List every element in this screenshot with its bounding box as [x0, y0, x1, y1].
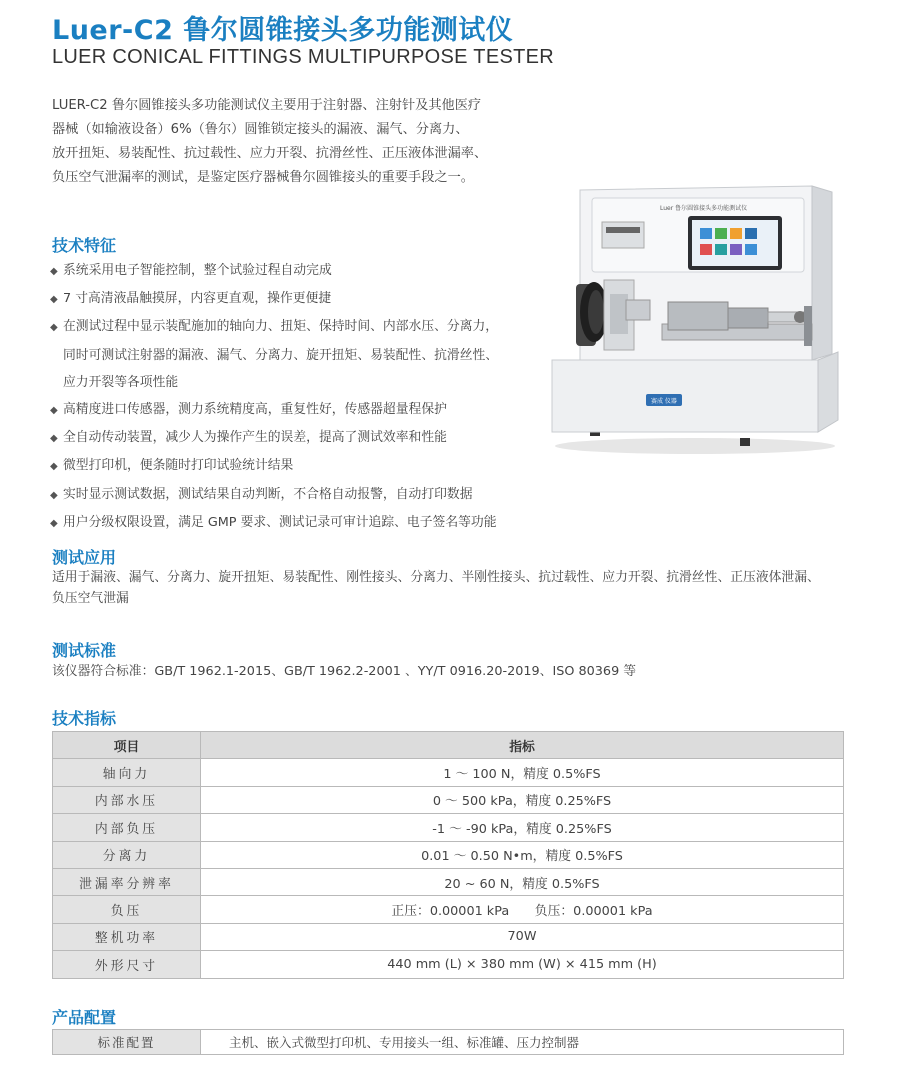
feature-text: 实时显示测试数据，测试结果自动判断，不合格自动报警，自动打印数据	[63, 486, 473, 502]
diamond-bullet-icon: ◆	[50, 461, 58, 473]
list-item	[50, 285, 550, 313]
features-title: 技术特征	[52, 236, 117, 255]
feature-text-cont: 同时可测试注射器的漏液、漏气、分离力、旋开扭矩、易装配性、抗滑丝性、	[63, 347, 499, 363]
table-header-row	[53, 732, 844, 759]
feature-text: 高精度进口传感器，测力系统精度高，重复性好，传感器超量程保护	[63, 402, 447, 418]
title-en: LUER CONICAL FITTINGS MULTIPURPOSE TESTER	[52, 46, 554, 68]
spec-item: 负压	[53, 896, 201, 923]
config-table	[52, 1029, 844, 1055]
table-row	[53, 923, 844, 950]
standard-title: 测试标准	[52, 641, 117, 660]
feature-text-cont: 应力开裂等各项性能	[63, 374, 179, 390]
spec-item: 内部水压	[53, 786, 201, 813]
list-item	[50, 396, 550, 424]
spec-item: 外形尺寸	[53, 951, 201, 978]
spec-item: 泄漏率分辨率	[53, 868, 201, 895]
intro-line: LUER-C2 鲁尔圆锥接头多功能测试仪主要用于注射器、注射针及其他医疗	[52, 98, 482, 113]
diamond-bullet-icon: ◆	[50, 294, 58, 306]
intro-line: 负压空气泄漏率的测试，是鉴定医疗器械鲁尔圆锥接头的重要手段之一。	[52, 170, 474, 185]
list-item	[50, 424, 550, 452]
diamond-bullet-icon: ◆	[50, 517, 58, 529]
config-title: 产品配置	[52, 1008, 117, 1027]
intro-paragraph	[52, 94, 522, 190]
application-line: 适用于漏液、漏气、分离力、旋开扭矩、易装配性、刚性接头、分离力、半刚性接头、抗过载性、应力开裂、抗滑丝性、正压液体泄漏、	[52, 570, 820, 585]
spec-value: 正压：0.00001 kPa 负压：0.00001 kPa	[201, 896, 844, 923]
list-item	[50, 509, 550, 537]
feature-text: 在测试过程中显示装配施加的轴向力、扭矩、保持时间、内部水压、分离力，	[63, 319, 499, 335]
spec-value: -1 ～ -90 kPa，精度 0.25%FS	[201, 814, 844, 841]
spec-value: 0 ～ 500 kPa，精度 0.25%FS	[201, 786, 844, 813]
diamond-bullet-icon: ◆	[50, 489, 58, 501]
application-text	[52, 567, 820, 609]
list-item	[50, 257, 550, 285]
application-title: 测试应用	[52, 548, 117, 567]
feature-text: 用户分级权限设置，满足 GMP 要求、测试记录可审计追踪、电子签名等功能	[63, 514, 497, 530]
spec-value: 1 ～ 100 N，精度 0.5%FS	[201, 759, 844, 786]
diamond-bullet-icon: ◆	[50, 405, 58, 417]
diamond-bullet-icon: ◆	[50, 322, 58, 334]
list-item	[50, 313, 550, 396]
table-row	[53, 951, 844, 978]
table-row	[53, 868, 844, 895]
diamond-bullet-icon: ◆	[50, 433, 58, 445]
application-line: 负压空气泄漏	[52, 591, 129, 606]
table-row	[53, 841, 844, 868]
header-item: 项目	[53, 732, 201, 759]
intro-line: 放开扭矩、易装配性、抗过载性、应力开裂、抗滑丝性、正压液体泄漏率、	[52, 146, 488, 161]
spec-item: 整机功率	[53, 923, 201, 950]
list-item	[50, 452, 550, 480]
spec-value: 70W	[201, 923, 844, 950]
table-row	[53, 896, 844, 923]
header-value: 指标	[201, 732, 844, 759]
feature-text: 系统采用电子智能控制，整个试验过程自动完成	[63, 263, 332, 278]
spec-item: 内部负压	[53, 814, 201, 841]
feature-text: 全自动传动装置，减少人为操作产生的误差，提高了测试效率和性能	[63, 430, 447, 446]
feature-text: 微型打印机，便条随时打印试验统计结果	[63, 458, 294, 474]
table-row	[53, 814, 844, 841]
spec-table	[52, 731, 844, 979]
config-item: 标准配置	[53, 1030, 201, 1055]
table-row	[53, 1030, 844, 1055]
features-list	[50, 257, 550, 537]
diamond-bullet-icon: ◆	[50, 266, 58, 277]
table-row	[53, 759, 844, 786]
spec-value: 0.01 ～ 0.50 N•m，精度 0.5%FS	[201, 841, 844, 868]
panel-title: Luer 鲁尔圆锥接头多功能测试仪	[660, 205, 748, 212]
spec-item: 轴向力	[53, 759, 201, 786]
spec-item: 分离力	[53, 841, 201, 868]
list-item	[50, 481, 550, 509]
brand-logo: 赛成 仪器	[651, 398, 677, 405]
table-row	[53, 786, 844, 813]
title-cn: Luer-C2 鲁尔圆锥接头多功能测试仪	[52, 15, 514, 46]
product-image	[550, 184, 840, 456]
standard-text: 该仪器符合标准：GB/T 1962.1-2015、GB/T 1962.2-2001 、YY/T 0916.20-2019、ISO 80369 等	[52, 664, 637, 679]
spec-value: 20 ~ 60 N，精度 0.5%FS	[201, 868, 844, 895]
feature-text: 7 寸高清液晶触摸屏，内容更直观，操作更便捷	[63, 291, 332, 307]
specs-title: 技术指标	[52, 709, 117, 728]
intro-line: 器械（如输液设备）6%（鲁尔）圆锥锁定接头的漏液、漏气、分离力、	[52, 122, 469, 137]
spec-value: 440 mm (L) × 380 mm (W) × 415 mm (H)	[201, 951, 844, 978]
config-value: 主机、嵌入式微型打印机、专用接头一组、标准罐、压力控制器	[201, 1030, 844, 1055]
